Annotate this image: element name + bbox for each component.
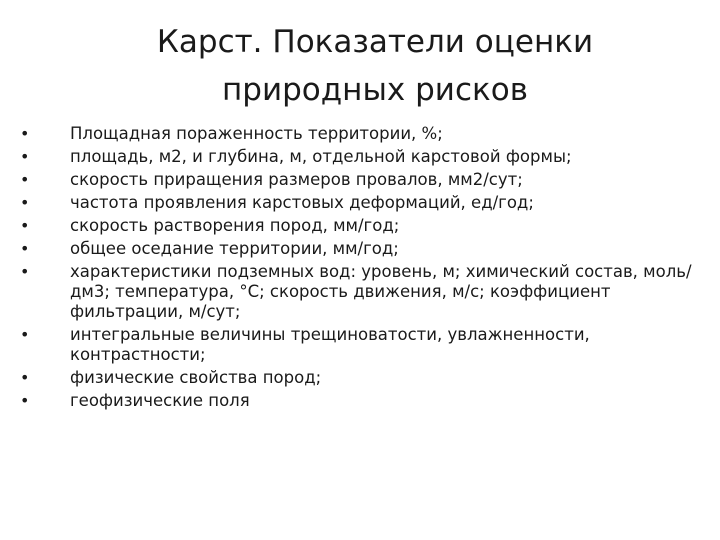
bullet-text: интегральные величины трещиноватости, увлажненности, контрастности;: [70, 325, 590, 364]
bullet-item: [20, 262, 700, 322]
bullet-list: [20, 124, 700, 414]
slide-title: Карст. Показатели оценки природных рисков: [156, 24, 594, 108]
bullet-item: [20, 239, 700, 259]
bullet-dot-icon: •: [20, 262, 30, 281]
bullet-dot-icon: •: [20, 325, 30, 344]
bullet-text: частота проявления карстовых деформаций, ед/год;: [70, 193, 534, 212]
bullet-item: [20, 147, 700, 167]
bullet-text: скорость приращения размеров провалов, мм2/сут;: [70, 170, 523, 189]
bullet-item: [20, 216, 700, 236]
bullet-dot-icon: •: [20, 368, 30, 387]
bullet-item: [20, 193, 700, 213]
bullet-dot-icon: •: [20, 124, 30, 143]
bullet-dot-icon: •: [20, 239, 30, 258]
bullet-text: площадь, м2, и глубина, м, отдельной карстовой формы;: [70, 147, 572, 166]
bullet-dot-icon: •: [20, 391, 30, 410]
bullet-dot-icon: •: [20, 193, 30, 212]
bullet-text: геофизические поля: [70, 391, 250, 410]
bullet-text: скорость растворения пород, мм/год;: [70, 216, 400, 235]
bullet-dot-icon: •: [20, 170, 30, 189]
bullet-item: [20, 170, 700, 190]
bullet-text: характеристики подземных вод: уровень, м; химический состав, моль/дм3; температура, °С; скорость движения, м/с; коэффициент фильтрации, м/сут;: [70, 262, 692, 321]
bullet-text: Площадная пораженность территории, %;: [70, 124, 443, 143]
bullet-item: [20, 391, 700, 411]
bullet-dot-icon: •: [20, 216, 30, 235]
bullet-text: физические свойства пород;: [70, 368, 322, 387]
bullet-text: общее оседание территории, мм/год;: [70, 239, 399, 258]
bullet-item: [20, 124, 700, 144]
bullet-dot-icon: •: [20, 147, 30, 166]
bullet-item: [20, 325, 700, 365]
bullet-item: [20, 368, 700, 388]
